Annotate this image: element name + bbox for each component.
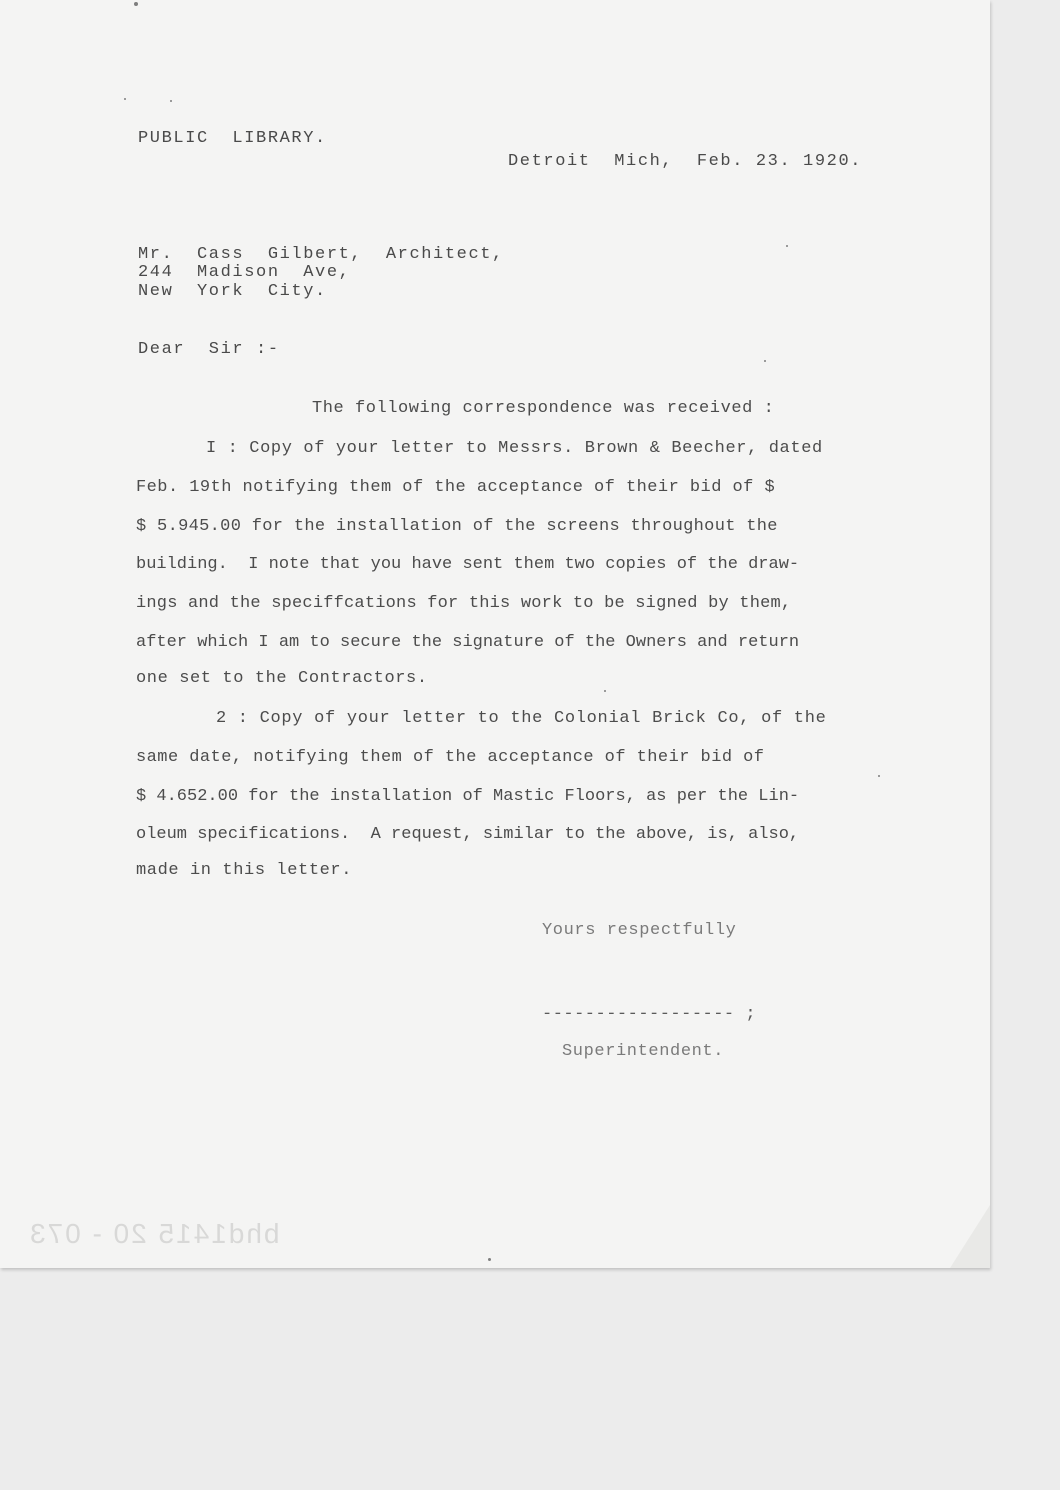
body-line: $ 4.652.00 for the installation of Mastic Floors, as per the Lin-: [136, 787, 800, 806]
body-line: made in this letter.: [136, 861, 353, 880]
signature-title: Superintendent.: [562, 1042, 725, 1061]
body-line: ings and the speciffcations for this work to be signed by them,: [136, 594, 792, 613]
body-line: same date, notifying them of the acceptance of their bid of: [136, 748, 765, 767]
place-date: Detroit Mich, Feb. 23. 1920.: [508, 152, 863, 171]
recipient-line: 244 Madison Ave,: [138, 263, 351, 282]
paper-speck: [170, 100, 172, 102]
body-line: oleum specifications. A request, similar to the above, is, also,: [136, 825, 800, 844]
paper-speck: [878, 775, 880, 777]
body-line: building. I note that you have sent them two copies of the draw-: [136, 555, 800, 574]
body-line: 2 : Copy of your letter to the Colonial Brick Co, of the: [216, 709, 827, 728]
body-line: $ 5.945.00 for the installation of the screens throughout the: [136, 517, 778, 536]
salutation: Dear Sir :-: [138, 340, 280, 359]
paper-speck: [124, 98, 126, 100]
body-line: I : Copy of your letter to Messrs. Brown & Beecher, dated: [206, 439, 823, 458]
closing: Yours respectfully: [542, 921, 737, 940]
recipient-line: Mr. Cass Gilbert, Architect,: [138, 245, 504, 264]
paper-speck: [764, 360, 766, 362]
page-corner-fold: [950, 1205, 990, 1268]
paper-speck: [488, 1258, 491, 1261]
body-line: Feb. 19th notifying them of the acceptance of their bid of $: [136, 478, 776, 497]
recipient-line: New York City.: [138, 282, 327, 301]
paper-speck: [786, 245, 788, 247]
paper-speck: [604, 690, 606, 692]
body-line: The following correspondence was received :: [312, 399, 775, 418]
signature-line: ------------------ ;: [542, 1005, 757, 1024]
letterhead: PUBLIC LIBRARY.: [138, 129, 327, 148]
body-line: one set to the Contractors.: [136, 669, 428, 688]
archive-stamp: bhd1415 20 - 073: [28, 1218, 280, 1249]
body-line: after which I am to secure the signature of the Owners and return: [136, 633, 800, 652]
paper-speck: [134, 2, 138, 6]
